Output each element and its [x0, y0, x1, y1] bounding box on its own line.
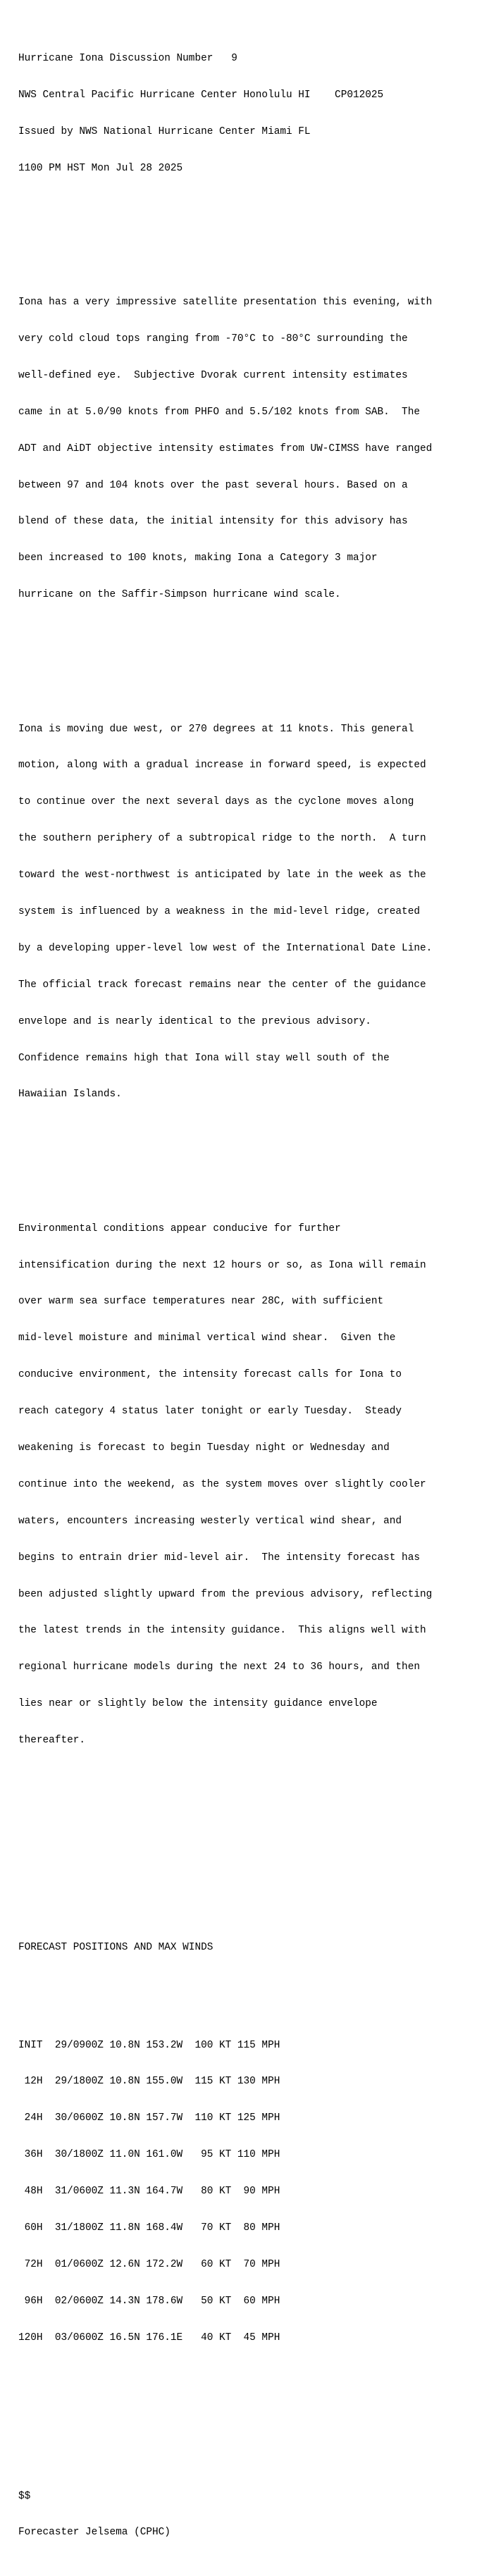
text-line: toward the west-northwest is anticipated by late in the week as the: [18, 869, 426, 881]
spacer: [18, 223, 483, 235]
spacer: [18, 1150, 483, 1162]
text-line: blend of these data, the initial intensity for this advisory has: [18, 516, 408, 528]
text-line: waters, encounters increasing westerly vertical wind shear, and: [18, 1515, 402, 1527]
text-line: reach category 4 status later tonight or early Tuesday. Steady: [18, 1406, 402, 1418]
spacer: [18, 1796, 483, 1808]
forecast-row: 36H 30/1800Z 11.0N 161.0W 95 KT 110 MPH: [18, 2149, 280, 2161]
forecast-section: [18, 1918, 483, 2394]
forecast-table: [18, 2015, 483, 2369]
discussion-document: [18, 4, 483, 2576]
forecast-row: 72H 01/0600Z 12.6N 172.2W 60 KT 70 MPH: [18, 2258, 280, 2270]
issued-by: Issued by NWS National Hurricane Center Miami FL: [18, 125, 311, 137]
text-line: the southern periphery of a subtropical ridge to the north. A turn: [18, 833, 426, 845]
text-line: by a developing upper-level low west of the International Date Line.: [18, 942, 433, 954]
spacer: [18, 1869, 483, 1881]
text-line: begins to entrain drier mid-level air. The intensity forecast has: [18, 1552, 420, 1563]
header-block: [18, 29, 483, 199]
text-line: Iona is moving due west, or 270 degrees at 11 knots. This general: [18, 723, 414, 735]
forecast-row: 12H 29/1800Z 10.8N 155.0W 115 KT 130 MPH: [18, 2076, 280, 2088]
footer-block: [18, 2466, 483, 2563]
forecast-row: 120H 03/0600Z 16.5N 176.1E 40 KT 45 MPH: [18, 2332, 280, 2343]
text-line: Hawaiian Islands.: [18, 1089, 122, 1101]
forecaster-signature: Forecaster Jelsema (CPHC): [18, 2527, 171, 2539]
text-line: been adjusted slightly upward from the previous advisory, reflecting: [18, 1588, 433, 1600]
text-line: Iona has a very impressive satellite presentation this evening, with: [18, 297, 433, 309]
text-line: the latest trends in the intensity guidance. This aligns well with: [18, 1625, 426, 1637]
text-line: well-defined eye. Subjective Dvorak current intensity estimates: [18, 369, 408, 381]
text-line: between 97 and 104 knots over the past several hours. Based on a: [18, 479, 408, 491]
text-line: hurricane on the Saffir-Simpson hurricane wind scale.: [18, 589, 341, 601]
spacer: [18, 1833, 483, 1845]
text-line: The official track forecast remains near the center of the guidance: [18, 979, 426, 991]
paragraph-intensity: [18, 273, 483, 626]
issue-time: 1100 PM HST Mon Jul 28 2025: [18, 162, 183, 174]
text-line: been increased to 100 knots, making Iona a Category 3 major: [18, 552, 378, 564]
forecast-row: INIT 29/0900Z 10.8N 153.2W 100 KT 115 MPH: [18, 2039, 280, 2051]
spacer: [18, 2417, 483, 2429]
forecast-row: 60H 31/1800Z 11.8N 168.4W 70 KT 80 MPH: [18, 2222, 280, 2234]
text-line: envelope and is nearly identical to the previous advisory.: [18, 1015, 371, 1027]
text-line: Confidence remains high that Iona will stay well south of the: [18, 1052, 390, 1064]
text-line: ADT and AiDT objective intensity estimates from UW-CIMSS have ranged: [18, 442, 433, 454]
text-line: very cold cloud tops ranging from -70°C to -80°C surrounding the: [18, 333, 408, 345]
text-line: Environmental conditions appear conducive for further: [18, 1222, 341, 1234]
spacer: [18, 650, 483, 662]
forecast-heading: FORECAST POSITIONS AND MAX WINDS: [18, 1942, 213, 1954]
text-line: lies near or slightly below the intensity guidance envelope: [18, 1698, 378, 1710]
paragraph-environment: [18, 1199, 483, 1771]
forecast-row: 24H 30/0600Z 10.8N 157.7W 110 KT 125 MPH: [18, 2112, 280, 2124]
text-line: to continue over the next several days as the cyclone moves along: [18, 796, 414, 808]
forecast-row: 96H 02/0600Z 14.3N 178.6W 50 KT 60 MPH: [18, 2295, 280, 2307]
text-line: came in at 5.0/90 knots from PHFO and 5.5/102 knots from SAB. The: [18, 406, 420, 418]
paragraph-track: [18, 699, 483, 1125]
text-line: regional hurricane models during the next 24 to 36 hours, and then: [18, 1661, 420, 1673]
forecast-row: 48H 31/0600Z 11.3N 164.7W 80 KT 90 MPH: [18, 2186, 280, 2198]
text-line: over warm sea surface temperatures near 28C, with sufficient: [18, 1296, 384, 1308]
text-line: system is influenced by a weakness in the mid-level ridge, created: [18, 905, 420, 917]
text-line: thereafter.: [18, 1735, 85, 1747]
text-line: weakening is forecast to begin Tuesday night or Wednesday and: [18, 1442, 390, 1454]
spacer: [18, 1979, 483, 1990]
issuing-center: NWS Central Pacific Hurricane Center Honolulu HI CP012025: [18, 89, 384, 101]
text-line: continue into the weekend, as the system moves over slightly cooler: [18, 1478, 426, 1490]
text-line: intensification during the next 12 hours or so, as Iona will remain: [18, 1259, 426, 1271]
text-line: mid-level moisture and minimal vertical wind shear. Given the: [18, 1332, 396, 1344]
end-mark: $$: [18, 2490, 31, 2502]
text-line: conducive environment, the intensity forecast calls for Iona to: [18, 1369, 402, 1381]
discussion-title: Hurricane Iona Discussion Number 9: [18, 53, 237, 65]
text-line: motion, along with a gradual increase in forward speed, is expected: [18, 760, 426, 772]
